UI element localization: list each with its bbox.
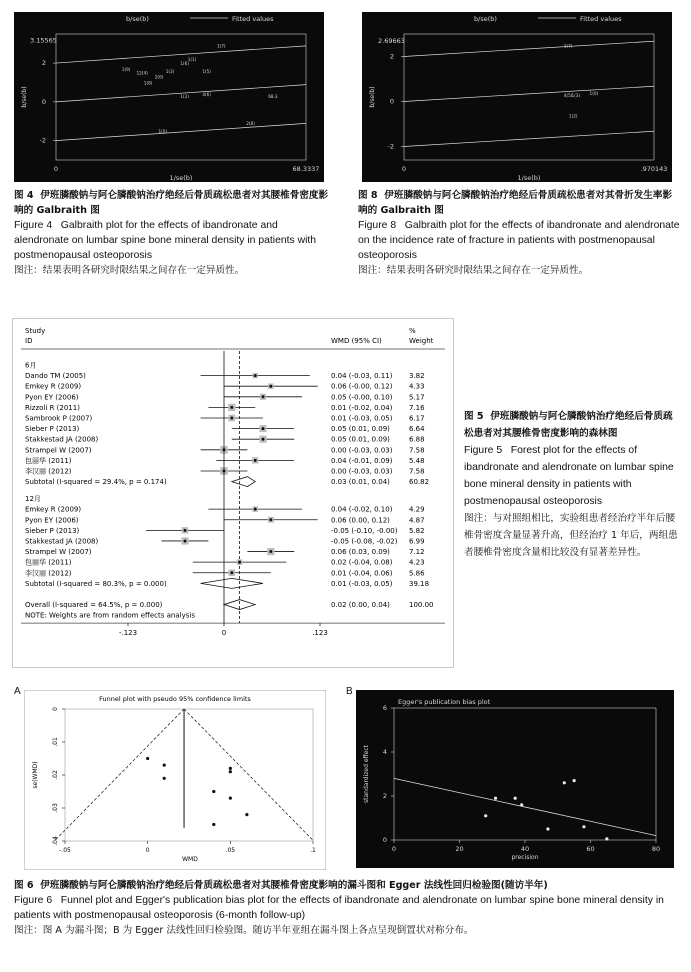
study-row-id: Pyon EY (2006) [25,516,79,525]
funnel-point [163,777,166,780]
y-tick-label: .03 [52,803,59,813]
study-row-weight: 4.23 [409,558,425,567]
x-tick-label: 0 [221,629,227,638]
x-tick-label: 0 [145,847,150,854]
egger-point [605,837,608,840]
study-row-point [230,571,233,574]
footnote: NOTE: Weights are from random effects analysis [25,611,195,620]
subtotal-row-label: Subtotal (I-squared = 29.4%, p = 0.174) [25,478,167,487]
study-row-weight: 5.86 [409,569,425,578]
study-point-label: 1(9) [121,66,131,72]
y-tick-label: .04 [52,836,59,846]
study-row-point [262,438,265,441]
forest-plot [12,318,454,668]
study-row-weight: 5.82 [409,526,425,535]
x-tick-label: .970143 [640,165,668,173]
x-tick-label: -.123 [118,629,138,638]
study-row-weight: 4.87 [409,516,425,525]
legend-fit-label: Fitted values [232,15,274,23]
fig4-en-label: Figure 4 [14,220,53,231]
study-row-id: Sambrook P (2007) [25,414,93,423]
fig8-zh-label: 图 8 [358,190,378,201]
header-weight: Weight [409,337,434,345]
fig4-caption [14,188,332,278]
study-row-weight: 6.64 [409,425,425,434]
fig4-zh-label: 图 4 [14,190,34,201]
egger-point [563,781,566,784]
egger-point [573,779,576,782]
study-row-id: Dando TM (2005) [25,372,86,381]
fig6-caption [14,878,680,938]
study-row-ci: -0.05 (-0.08, -0.02) [331,537,398,546]
study-point-label: 1(1) [187,57,197,63]
funnel-point [229,770,232,773]
study-row-weight: 7.16 [409,403,425,412]
group-heading: 6月 [25,361,37,370]
study-point-label: 1(5) [202,68,211,74]
study-point-label: 2(6) [154,74,164,80]
funnel-point [163,764,166,767]
fig5-en-caption: Forest plot for the effects of ibandronate and alendronate on lumbar spine bone mineral density in patients with postmenopausal osteoporosis [464,445,674,507]
overall-row-ci: 0.02 (0.00, 0.04) [331,601,390,610]
study-point-label: 1(2) [180,93,189,99]
study-point-label: 1(6) [180,61,189,67]
y-axis-label: b/se(b) [21,86,28,108]
overall-row-weight: 100.00 [409,601,434,610]
x-tick-label: 60 [586,845,595,853]
y-tick-label: 0 [52,707,59,711]
study-row-weight: 7.58 [409,467,425,476]
study-row-point [183,539,186,542]
study-row-ci: 0.05 (0.01, 0.09) [331,435,390,444]
fig5-caption [464,408,678,561]
egger-frame [394,708,656,840]
study-row-point [254,508,257,511]
study-row-id: 李汉丽 (2012) [25,467,72,476]
study-row-id: Pyon EY (2006) [25,393,79,402]
fig8-en-caption: Galbraith plot for the effects of ibandronate and alendronate on the incidence rate of fracture in patients with postmenopausal osteoporosis [358,220,680,261]
study-point-label: 1(7) [216,43,226,49]
funnel-point [229,767,232,770]
fig4-en-caption: Galbraith plot for the effects of ibandronate and alendronate on lumbar spine bone mineral density in patients with postmenopausal osteoporosis [14,220,317,261]
study-point-label: 1(8) [143,80,153,86]
y-tick-label: -2 [39,136,46,145]
y-tick-label: 0 [389,97,394,106]
study-row-id: Strampel W (2007) [25,548,92,557]
lower-limit-line [404,131,654,146]
funnel-point [146,757,149,760]
study-row-id: Stakkestad JA (2008) [25,435,99,444]
study-row-ci: 0.00 (-0.03, 0.03) [331,446,393,455]
y-tick-label: .02 [52,770,59,780]
study-row-point [269,550,272,553]
study-row-ci: 0.04 (-0.03, 0.11) [331,372,393,381]
study-row-point [262,395,265,398]
fig6-en-label: Figure 6 [14,895,53,906]
study-point-label: 1(3) [571,93,581,98]
fig8-en-label: Figure 8 [358,220,397,231]
x-axis-label: 1/se(b) [517,174,541,182]
funnel-plot [24,690,326,870]
y-tick-label: 2 [389,52,394,61]
study-row-id: Sieber P (2013) [25,526,80,535]
y-axis-label: standardized effect [363,744,370,804]
egger-point [494,797,497,800]
legend-points-label: b/se(b) [126,15,149,23]
x-tick-label: .123 [312,629,328,638]
study-row-point [254,374,257,377]
lower-limit-line [56,123,306,140]
funnel-point [212,823,215,826]
study-row-ci: 0.02 (-0.04, 0.08) [331,558,393,567]
study-row-ci: 0.04 (-0.02, 0.10) [331,505,393,514]
study-row-weight: 7.12 [409,548,425,557]
study-row-weight: 5.48 [409,456,425,465]
x-axis-label: precision [511,854,539,861]
study-row-point [183,529,186,532]
study-row-ci: 0.05 (-0.00, 0.10) [331,393,393,402]
egger-svg [356,690,674,868]
y-top-tick: 2.69663 [378,36,405,45]
x-tick-label: .1 [310,847,316,854]
x-tick-label: 0 [401,165,407,173]
y-tick-label: -2 [387,142,394,151]
subtotal-row-diamond [201,578,263,588]
header-id: ID [25,337,33,345]
fig5-zh-caption: 伊班膦酸钠与阿仑膦酸钠治疗绝经后骨质疏松患者对其腰椎骨密度影响的森林图 [464,411,673,439]
fig8-svg [362,12,672,182]
study-row-point [230,406,233,409]
panel-a-label: A [14,686,21,697]
study-row-point [262,427,265,430]
fig5-en-label: Figure 5 [464,445,503,456]
subtotal-row-weight: 60.82 [409,478,430,487]
study-row-ci: 0.05 (0.01, 0.09) [331,425,390,434]
x-tick-label: 20 [455,845,464,853]
study-row-weight: 7.58 [409,446,425,455]
study-row-id: Emkey R (2009) [25,505,82,514]
study-point-label: 1(3) [165,68,175,74]
fig8-plot [362,12,672,182]
fig8-zh-caption: 伊班膦酸钠与阿仑膦酸钠治疗绝经后骨质疏松患者对其骨折发生率影响的 Galbraith 图 [358,190,673,216]
egger-plot [356,690,674,868]
study-point-label: 1(0) [589,90,599,96]
study-point-label: 1(2) [568,113,578,119]
fig4-zh-caption: 伊班膦酸钠与阿仑膦酸钠治疗绝经后骨质疏松患者对其腰椎骨密度影响的 Galbraith 图 [14,190,329,216]
study-point-label: 4(5) [563,93,573,98]
y-tick-label: 0 [41,97,46,106]
funnel-point [212,790,215,793]
subtotal-row-weight: 39.18 [409,579,430,588]
fig6-zh-label: 图 6 [14,880,34,891]
fig6-zh-caption: 伊班膦酸钠与阿仑膦酸钠治疗绝经后骨质疏松患者对其腰椎骨密度影响的漏斗图和 Egger 法线性回归检验图(随访半年) [40,880,548,891]
study-row-id: Sieber P (2013) [25,425,80,434]
study-row-weight: 4.29 [409,505,425,514]
funnel-frame [65,709,313,841]
x-tick-label: .05 [225,847,236,854]
fig4-note: 图注：结果表明各研究时限结果之间存在一定异质性。 [14,265,245,276]
egger-point [546,827,549,830]
study-row-weight: 6.17 [409,414,425,423]
subtotal-row-ci: 0.03 (0.01, 0.04) [331,478,390,487]
fig8-caption [358,188,680,278]
study-point-label: 4(6) [202,92,211,98]
y-top-tick: 3.15565 [30,36,57,45]
x-axis-label: WMD [182,856,198,863]
x-tick-label: 0 [391,845,397,853]
study-point-label: 68.3 [268,93,278,99]
x-tick-label: 40 [520,845,530,853]
study-row-point [254,459,257,462]
study-row-weight: 5.17 [409,393,425,402]
study-row-ci: 0.06 (0.00, 0.12) [331,516,390,525]
y-tick-label: .01 [52,737,59,747]
study-row-ci: 0.01 (-0.03, 0.05) [331,414,393,423]
x-axis-label: 1/se(b) [169,174,193,182]
egger-point [582,825,585,828]
study-row-point [230,417,233,420]
study-row-id: Strampel W (2007) [25,446,92,455]
legend-fit-label: Fitted values [580,15,622,23]
study-row-weight: 3.82 [409,372,425,381]
fig4-plot [14,12,324,182]
header-pct: % [409,327,416,335]
upper-limit-line [404,41,654,56]
study-row-ci: 0.01 (-0.04, 0.06) [331,569,393,578]
fit-line [404,86,654,101]
x-tick-label: 0 [53,165,59,173]
study-row-id: 包丽华 (2011) [25,558,72,567]
pseudo-ci-right [184,709,314,841]
x-tick-label: 68.3337 [292,165,320,173]
study-row-id: 包丽华 (2011) [25,456,72,465]
study-point-label: 1(0) [158,128,168,134]
subtotal-row-label: Subtotal (I-squared = 80.3%, p = 0.000) [25,579,167,588]
pseudo-ci-left [54,709,184,841]
legend-points-label: b/se(b) [474,15,497,23]
egger-point [484,814,487,817]
funnel-point [229,797,232,800]
header-study: Study [25,327,46,335]
fig4-svg [14,12,324,182]
study-row-point [269,518,272,521]
study-row-ci: -0.05 (-0.10, -0.00) [331,526,398,535]
study-row-weight: 6.99 [409,537,425,546]
subtotal-row-ci: 0.01 (-0.03, 0.05) [331,579,393,588]
study-row-id: Stakkestad JA (2008) [25,537,99,546]
fig8-note: 图注：结果表明各研究时限结果之间存在一定异质性。 [358,265,589,276]
header-wmd: WMD (95% CI) [331,337,382,345]
y-tick-label: 4 [382,748,387,756]
egger-point [520,803,523,806]
subtotal-row-diamond [232,477,255,487]
study-row-id: Rizzoli R (2011) [25,403,80,412]
panel-b-label: B [346,686,353,697]
funnel-point [245,813,248,816]
y-axis-label: se(WMD) [32,761,39,789]
study-row-ci: 0.04 (-0.01, 0.09) [331,456,393,465]
fig6-en-caption: Funnel plot and Egger's publication bias plot for the effects of ibandronate and alendronate on lumbar spine bone mineral density in patients with postmenopausal osteoporosis (6-month follow-up) [14,895,664,921]
study-row-ci: 0.06 (-0.00, 0.12) [331,382,393,391]
study-row-ci: 0.00 (-0.03, 0.03) [331,467,393,476]
study-point-label: 1(7) [563,43,573,49]
study-row-id: 李汉丽 (2012) [25,569,72,578]
fig5-zh-label: 图 5 [464,411,484,422]
x-tick-label: -.05 [59,847,71,854]
regression-line [394,778,656,835]
y-tick-label: 0 [382,836,387,844]
fig5-note: 图注：与对照组相比，实验组患者经治疗半年后腰椎骨密度含量显著升高，但经治疗 1 年后，两组患者腰椎骨密度含量相比较没有显著差异性。 [464,513,678,558]
study-point-label: 12(4) [136,70,148,76]
study-row-ci: 0.06 (0.03, 0.09) [331,548,390,557]
study-row-weight: 4.33 [409,382,425,391]
x-tick-label: 80 [651,845,661,853]
egger-point [514,797,517,800]
overall-row-label: Overall (I-squared = 64.5%, p = 0.000) [25,601,163,610]
study-point-label: 2(8) [246,121,255,127]
study-row-point [269,385,272,388]
y-axis-label: b/se(b) [369,86,376,108]
fig6-note: 图注：图 A 为漏斗图；B 为 Egger 法线性回归检验图。随访半年亚组在漏斗图上各点呈现倒置状对称分布。 [14,925,474,936]
funnel-svg [25,691,325,869]
study-row-weight: 6.88 [409,435,425,444]
y-tick-label: 2 [41,59,46,68]
group-heading: 12月 [25,495,41,504]
study-row-ci: 0.01 (-0.02, 0.04) [331,403,393,412]
y-tick-label: 2 [382,792,387,800]
plot-frame [404,34,654,160]
forest-svg [13,319,453,667]
study-row-id: Emkey R (2009) [25,382,82,391]
y-tick-label: 6 [382,704,387,712]
funnel-title: Funnel plot with pseudo 95% confidence limits [99,695,251,703]
egger-title: Egger's publication bias plot [398,698,491,706]
